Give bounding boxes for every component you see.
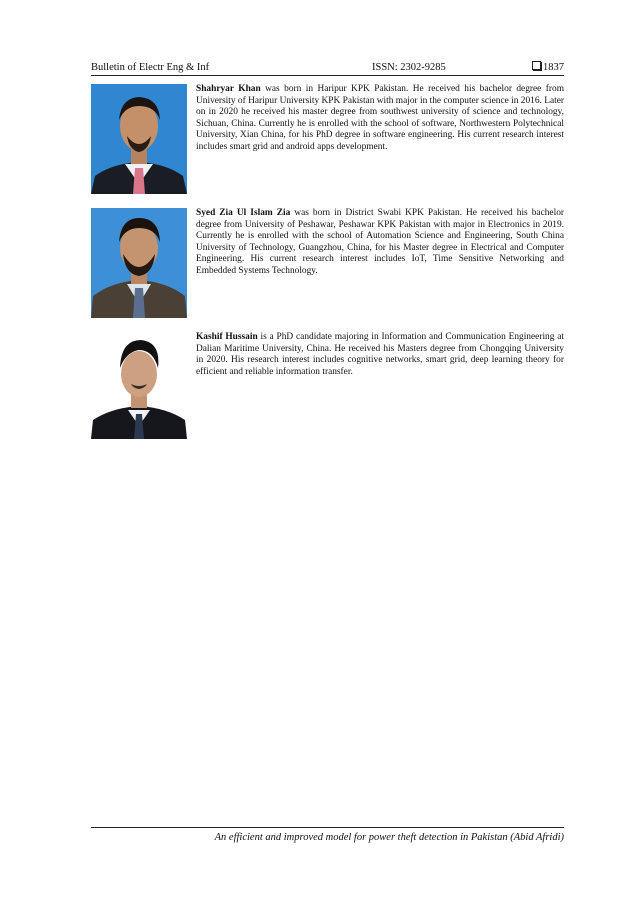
- bio-text-1: [196, 84, 564, 154]
- square-icon: [532, 61, 541, 70]
- running-footer: An efficient and improved model for power theft detection in Pakistan (Abid Afridi): [214, 832, 564, 843]
- author-photo-3: [91, 332, 187, 439]
- bio-text-2: [196, 208, 564, 278]
- bio-body-1: was born in Haripur KPK Pakistan. He received his bachelor degree from University of Haripur University KPK Pakistan with major in the computer science in 2016. Later on in 2020 he received his master degree from southwest university of science and technology, Sichuan, China. Currently he is enrolled with the school of software, Northwestern Polytechnical University, Xian China, for his PhD degree in software engineering. His current research interest includes smart grid and android apps development.: [196, 84, 564, 152]
- page-number-value: 1837: [543, 62, 564, 73]
- journal-name: Bulletin of Electr Eng & Inf: [91, 62, 210, 73]
- author-photo-1: [91, 84, 187, 194]
- issn: ISSN: 2302-9285: [372, 62, 446, 73]
- bio-body-2: was born in District Swabi KPK Pakistan. He received his bachelor degree from University of Peshawar, Peshawar KPK Pakistan with major in Electronics in 2019. Currently he is enrolled with the school of Automation Science and Engineering, South China University of Technology, Guangzhou, China, for his Master degree in Electrical and Computer Engineering. His current research interest includes IoT, Time Sensitive Networking and Embedded Systems Technology.: [196, 208, 565, 276]
- page-number: [532, 61, 564, 75]
- bio-text-3: [196, 332, 564, 378]
- author-name-2: Syed Zia Ul Islam Zia: [196, 208, 291, 218]
- footer-rule: [91, 827, 564, 828]
- author-photo-2: [91, 208, 187, 318]
- author-name-1: Shahryar Khan: [196, 84, 261, 94]
- author-name-3: Kashif Hussain: [196, 332, 258, 342]
- running-header: [91, 61, 564, 76]
- bio-body-3: is a PhD candidate majoring in Information and Communication Engineering at Dalian Maritime University, China. He received his Masters degree from Chongqing University in 2020. His research interest includes cognitive networks, smart grid, deep learning theory for efficient and reliable information transfer.: [196, 332, 564, 377]
